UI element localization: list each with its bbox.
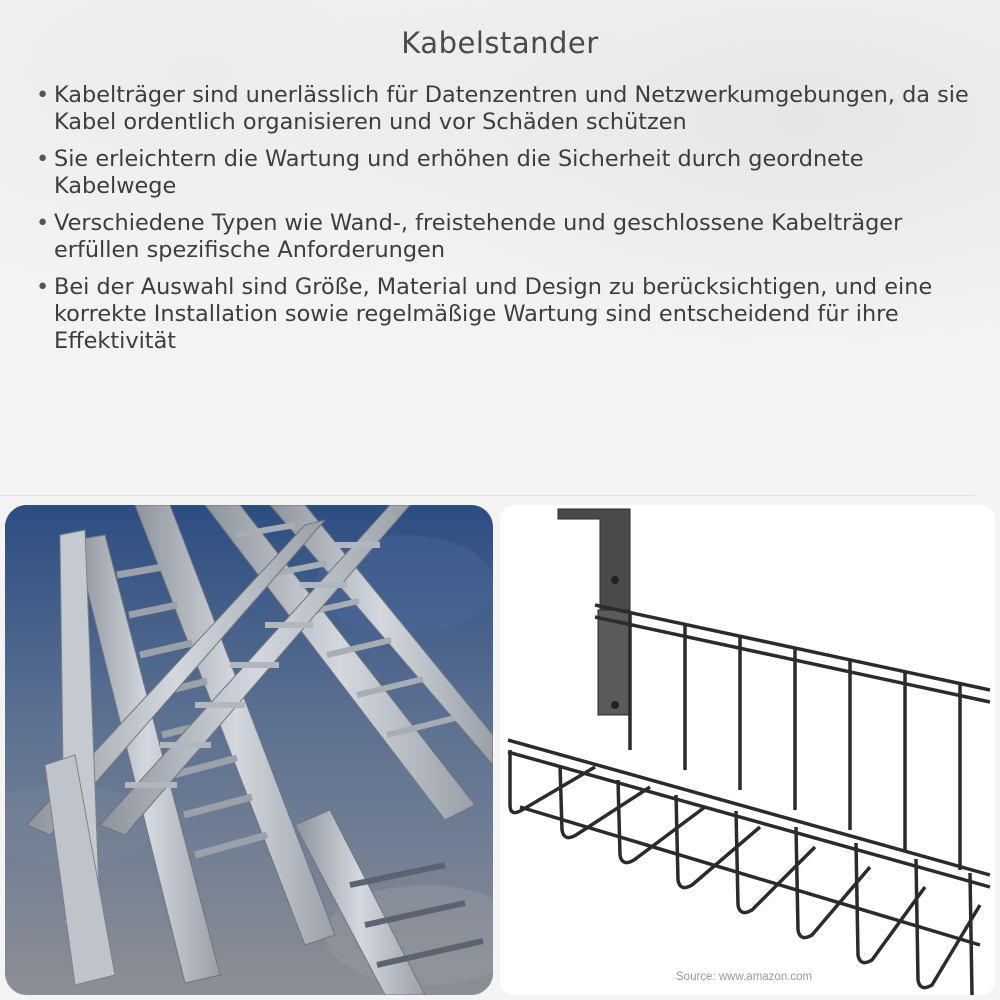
- divider: [0, 495, 975, 496]
- bullet-item: [34, 210, 974, 264]
- bullet-text: Sie erleichtern die Wartung und erhöhen die Sicherheit durch geordnete Kabelwege: [54, 146, 864, 199]
- page-title: Kabelstander: [401, 26, 599, 60]
- bullet-dot: •: [36, 274, 50, 300]
- bullet-dot: •: [36, 82, 50, 108]
- wire-cable-tray-photo: [500, 505, 995, 995]
- bullet-item: [34, 146, 974, 200]
- bullet-item: [34, 82, 974, 136]
- ladder-cable-tray-photo: [5, 505, 493, 995]
- bullet-dot: •: [36, 146, 50, 172]
- bullet-text: Kabelträger sind unerlässlich für Datenzentren und Netzwerkumgebungen, da sie Kabel ordentlich organisieren und vor Schäden schützen: [54, 82, 969, 135]
- bullet-text: Verschiedene Typen wie Wand-, freistehende und geschlossene Kabelträger erfüllen spezifische Anforderungen: [54, 210, 903, 263]
- bullet-item: [34, 274, 974, 355]
- image-source-credit: Source: www.amazon.com: [676, 971, 813, 983]
- bullet-dot: •: [36, 210, 50, 236]
- ladder-cable-tray-illustration: [5, 505, 493, 995]
- bullet-text: Bei der Auswahl sind Größe, Material und Design zu berücksichtigen, und eine korrekte Installation sowie regelmäßige Wartung sind entscheidend für ihre Effektivität: [54, 274, 933, 354]
- wire-cable-tray-illustration: [500, 505, 995, 995]
- bullet-list: [34, 82, 974, 365]
